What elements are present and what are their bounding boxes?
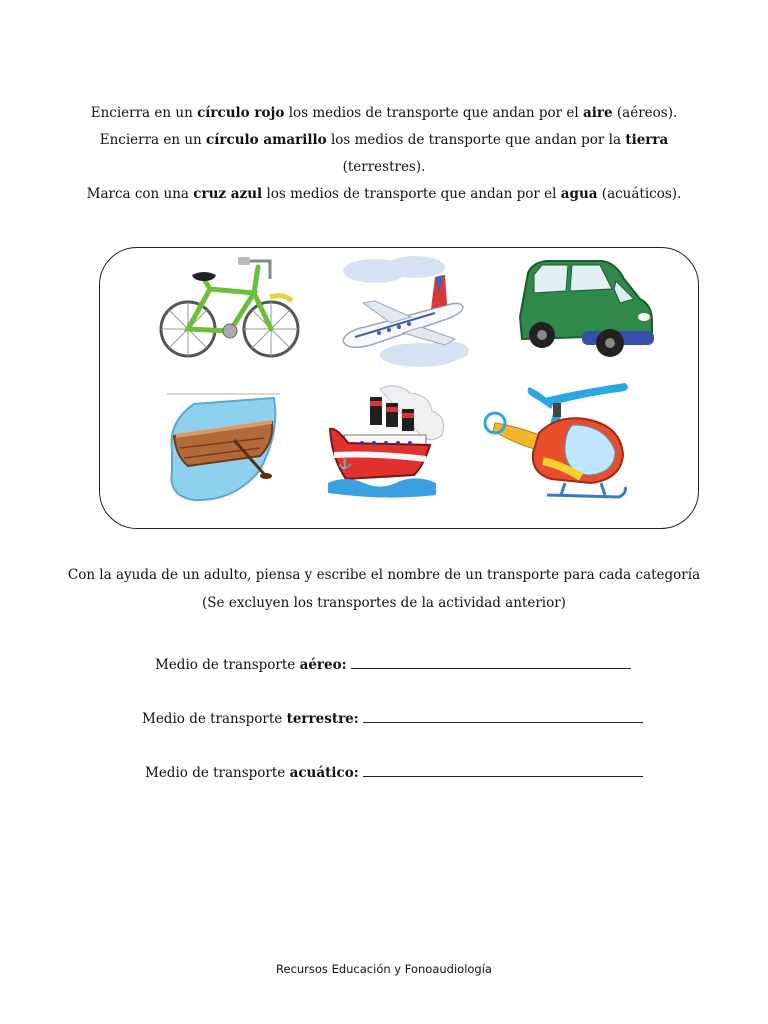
car-icon[interactable] bbox=[512, 255, 657, 360]
footer: Recursos Educación y Fonoaudiología bbox=[276, 962, 492, 976]
field-acuatico: Medio de transporte acuático: bbox=[145, 764, 643, 781]
svg-text:⚓: ⚓ bbox=[338, 457, 352, 470]
activity-2-note: (Se excluyen los transportes de la actividad anterior) bbox=[202, 595, 566, 611]
instruction-line-1: Encierra en un círculo rojo los medios de transporte que andan por el aire (aéreos). bbox=[90, 105, 678, 121]
bicycle-icon[interactable] bbox=[158, 253, 303, 368]
airplane-icon[interactable] bbox=[335, 253, 475, 371]
helicopter-icon[interactable] bbox=[481, 379, 637, 507]
instruction-line-4: Marca con una cruz azul los medios de transporte que andan por el agua (acuáticos). bbox=[86, 186, 682, 202]
answer-line-terrestre[interactable] bbox=[363, 710, 643, 723]
instruction-line-2: Encierra en un círculo amarillo los medios de transporte que andan por la tierra bbox=[99, 132, 669, 148]
answer-line-acuatico[interactable] bbox=[363, 764, 643, 777]
field-terrestre: Medio de transporte terrestre: bbox=[142, 710, 643, 727]
rowboat-icon[interactable] bbox=[164, 392, 284, 510]
answer-line-aereo[interactable] bbox=[351, 656, 631, 669]
instruction-line-3: (terrestres). bbox=[342, 159, 426, 175]
activity-2-prompt: Con la ayuda de un adulto, piensa y escribe el nombre de un transporte para cada categoría bbox=[67, 567, 701, 583]
ship-icon[interactable] bbox=[326, 383, 452, 501]
instructions bbox=[60, 100, 708, 208]
field-aereo: Medio de transporte aéreo: bbox=[155, 656, 631, 673]
